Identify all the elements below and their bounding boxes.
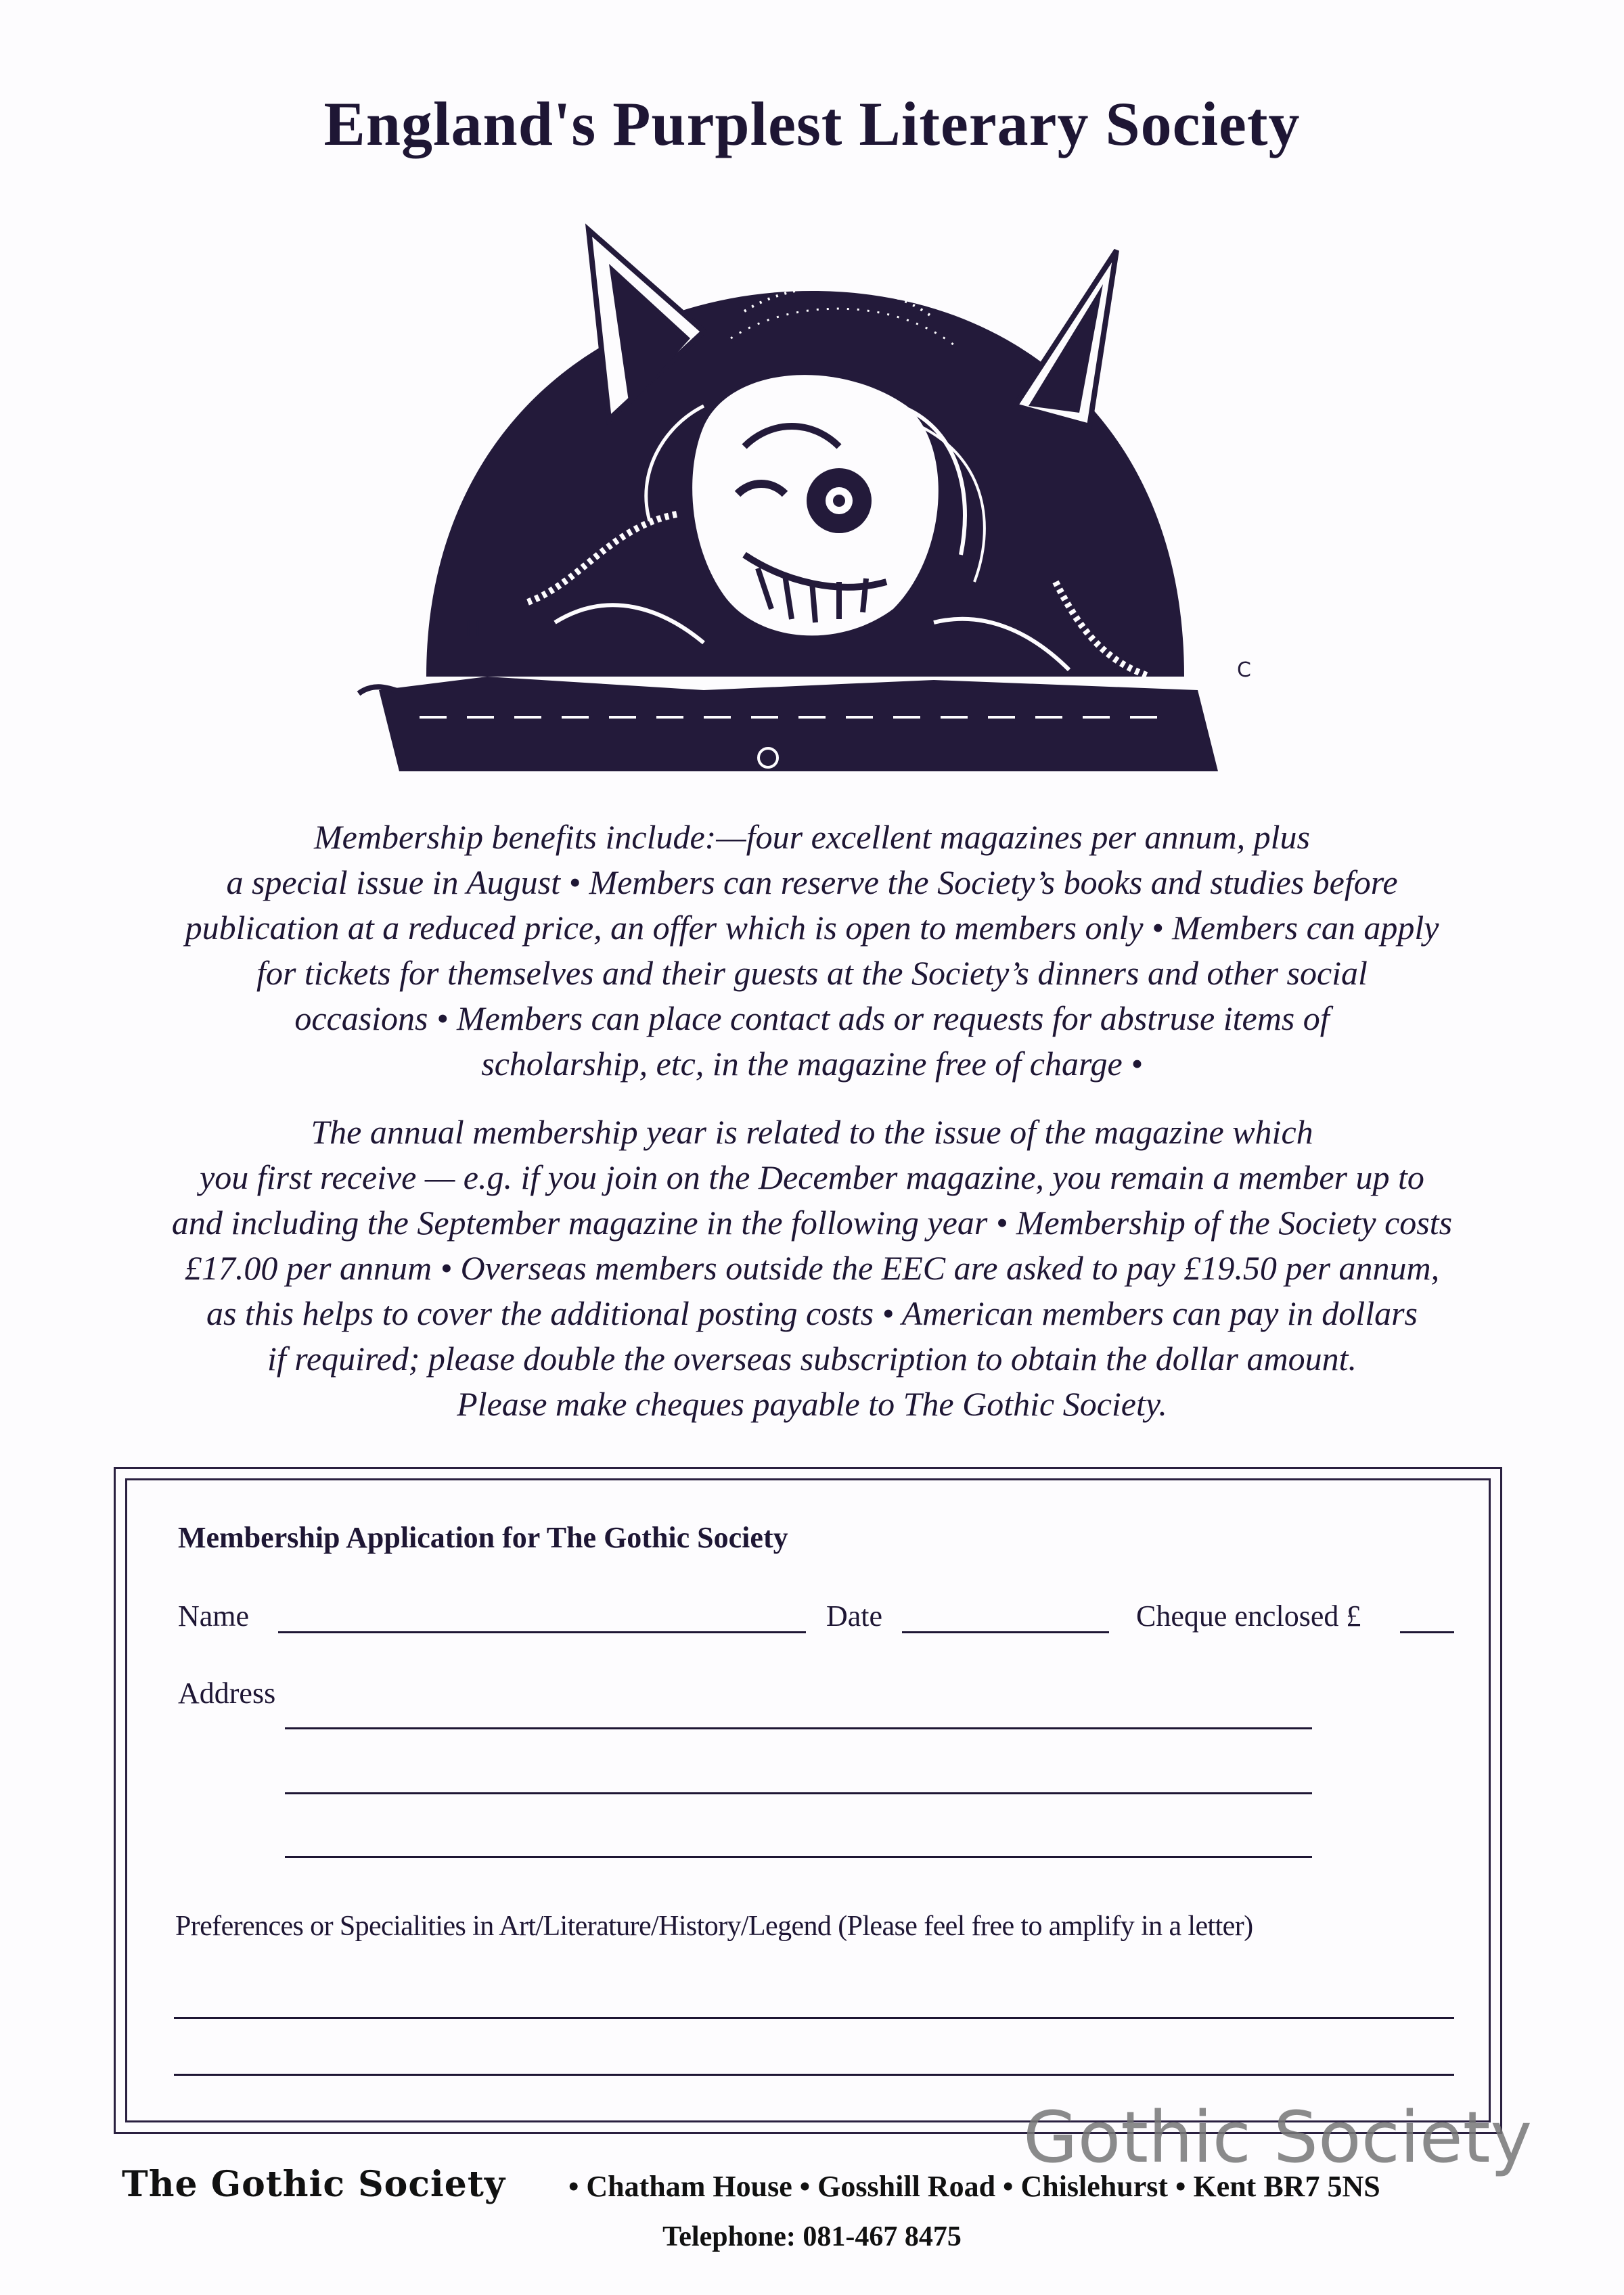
footer-address: • Chatham House • Gosshill Road • Chislehurst • Kent BR7 5NS <box>568 2170 1380 2203</box>
form-title: Membership Application for The Gothic Society <box>178 1521 788 1554</box>
cheque-amount-field[interactable] <box>1400 1631 1454 1633</box>
membership-line: as this helps to cover the additional posting costs • American members can pay in dollars <box>206 1294 1418 1332</box>
address-label: Address <box>178 1677 276 1710</box>
address-line-3-field[interactable] <box>285 1856 1312 1858</box>
gothic-gargoyle-illustration-icon <box>325 203 1272 792</box>
date-field[interactable] <box>902 1631 1109 1633</box>
membership-line: £17.00 per annum • Overseas members outside the EEC are asked to pay £19.50 per annum, <box>184 1249 1440 1287</box>
benefits-line: publication at a reduced price, an offer which is open to members only • Members can apply <box>185 909 1439 947</box>
address-line-1-field[interactable] <box>285 1727 1312 1729</box>
name-label: Name <box>178 1599 250 1633</box>
watermark: Gothic Society <box>1023 2096 1533 2179</box>
footer-phone: Telephone: 081-467 8475 <box>662 2221 962 2252</box>
membership-terms-paragraph <box>68 1110 1556 1427</box>
page-title: England's Purplest Literary Society <box>323 89 1301 158</box>
preferences-line-1-field[interactable] <box>174 2017 1454 2019</box>
artist-initial-h: H <box>466 618 481 641</box>
benefits-line: scholarship, etc, in the magazine free of charge • <box>481 1045 1143 1083</box>
name-field[interactable] <box>278 1631 806 1633</box>
benefits-line: for tickets for themselves and their guests at the Society’s dinners and other social <box>256 954 1368 992</box>
address-line-2-field[interactable] <box>285 1792 1312 1794</box>
membership-line: Please make cheques payable to The Gothic Society. <box>457 1385 1167 1423</box>
benefits-line: occasions • Members can place contact ads or requests for abstruse items of <box>294 999 1330 1037</box>
artist-initial-c: C <box>1237 658 1251 682</box>
benefits-line: Membership benefits include:—four excellent magazines per annum, plus <box>314 818 1310 856</box>
membership-line: The annual membership year is related to the issue of the magazine which <box>311 1113 1313 1151</box>
membership-line: and including the September magazine in the following year • Membership of the Society costs <box>171 1204 1453 1242</box>
preferences-label: Preferences or Specialities in Art/Literature/History/Legend (Please feel free to amplify in a letter) <box>175 1911 1253 1942</box>
membership-line: you first receive — e.g. if you join on the December magazine, you remain a member up to <box>200 1158 1424 1196</box>
cheque-label: Cheque enclosed £ <box>1136 1599 1361 1633</box>
benefits-line: a special issue in August • Members can reserve the Society’s books and studies before <box>226 863 1398 901</box>
benefits-paragraph <box>68 815 1556 1087</box>
application-form <box>114 1467 1502 2134</box>
membership-line: if required; please double the overseas subscription to obtain the dollar amount. <box>267 1340 1357 1378</box>
footer-org-name: The Gothic Society <box>122 2164 506 2205</box>
date-label: Date <box>826 1599 883 1633</box>
preferences-line-2-field[interactable] <box>174 2074 1454 2076</box>
